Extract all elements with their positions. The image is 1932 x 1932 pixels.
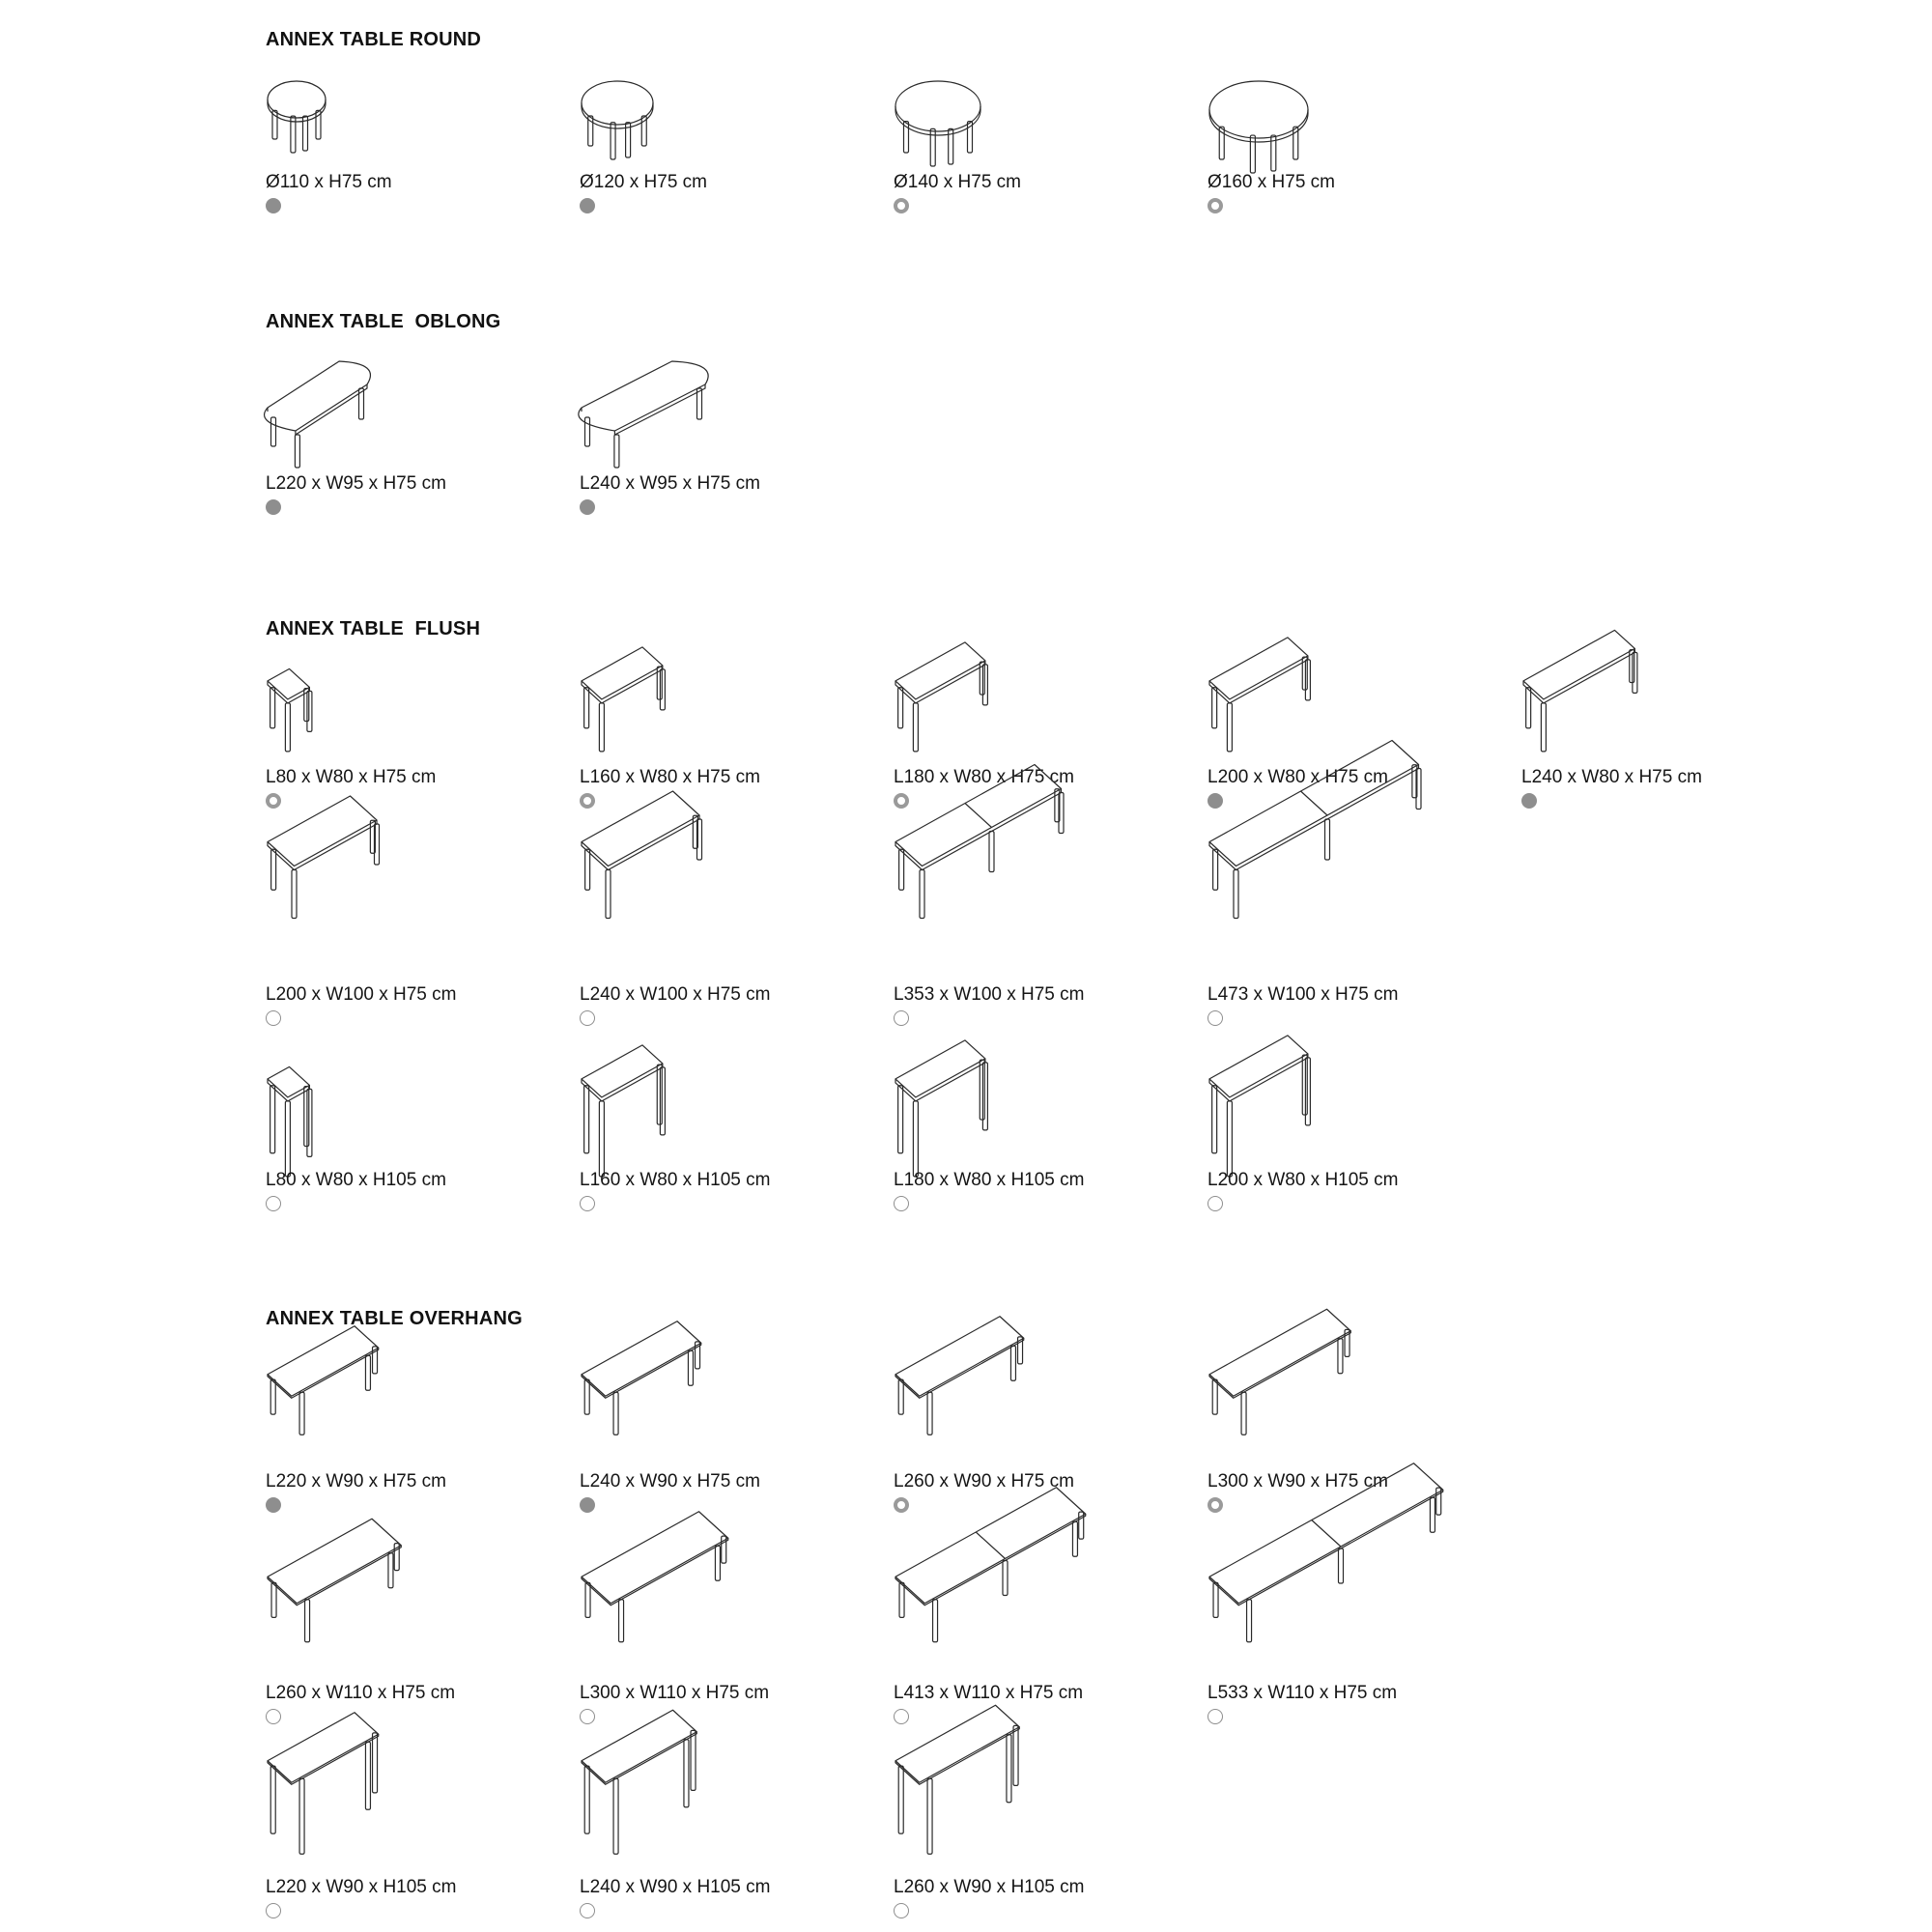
availability-empty-marker <box>266 1709 281 1724</box>
dimension-label: L200 x W100 x H75 cm <box>266 984 457 1005</box>
availability-ring-marker <box>1208 1497 1223 1513</box>
table-drawing-overhang <box>894 1343 1183 1463</box>
table-option <box>266 808 555 1005</box>
availability-ring-marker <box>894 793 909 809</box>
table-drawing-round <box>894 77 1183 164</box>
table-drawing-overhang <box>266 1343 555 1463</box>
dimension-label: L180 x W80 x H75 cm <box>894 767 1074 787</box>
table-option <box>894 1540 1183 1703</box>
dimension-label: L473 x W100 x H75 cm <box>1208 984 1399 1005</box>
availability-empty-marker <box>894 1196 909 1211</box>
availability-empty-marker <box>580 1196 595 1211</box>
availability-filled-marker <box>1521 793 1537 809</box>
dimension-label: L413 x W110 x H75 cm <box>894 1683 1084 1703</box>
table-option <box>580 1729 869 1897</box>
table-drawing-oblong <box>580 359 869 466</box>
table-drawing-flush <box>894 653 1183 759</box>
availability-empty-marker <box>894 1010 909 1026</box>
table-drawing-overhang-double <box>894 1540 1183 1675</box>
dimension-label: L80 x W80 x H75 cm <box>266 767 437 787</box>
availability-empty-marker <box>1208 1010 1223 1026</box>
table-option <box>266 359 555 495</box>
table-option <box>894 1729 1183 1897</box>
availability-empty-marker <box>266 1903 281 1918</box>
table-drawing-overhang-high <box>894 1729 1183 1869</box>
dimension-label: Ø110 x H75 cm <box>266 172 392 192</box>
table-option <box>266 653 555 788</box>
dimension-label: L80 x W80 x H105 cm <box>266 1170 446 1190</box>
table-drawing-flush-double <box>1208 808 1497 977</box>
dimension-label: L300 x W110 x H75 cm <box>580 1683 770 1703</box>
table-drawing-overhang <box>580 1343 869 1463</box>
dimension-label: L240 x W100 x H75 cm <box>580 984 771 1005</box>
availability-filled-marker <box>580 1497 595 1513</box>
table-drawing-flush-double <box>894 808 1183 977</box>
section-title: ANNEX TABLE OVERHANG <box>266 1308 523 1329</box>
availability-empty-marker <box>1208 1196 1223 1211</box>
table-option <box>580 77 869 213</box>
table-option <box>266 1540 555 1703</box>
dimension-label: L160 x W80 x H75 cm <box>580 767 760 787</box>
availability-ring-marker <box>1208 198 1223 213</box>
availability-ring-marker <box>580 793 595 809</box>
table-drawing-flush <box>580 808 869 977</box>
availability-empty-marker <box>266 1010 281 1026</box>
table-drawing-overhang <box>266 1540 555 1675</box>
section-title: ANNEX TABLE FLUSH <box>266 618 481 639</box>
dimension-label: L200 x W80 x H105 cm <box>1208 1170 1399 1190</box>
dimension-label: L240 x W95 x H75 cm <box>580 473 760 494</box>
availability-filled-marker <box>266 198 281 213</box>
table-option <box>1208 808 1497 1005</box>
table-drawing-oblong <box>266 359 555 466</box>
table-option <box>1208 653 1497 788</box>
dimension-label: Ø140 x H75 cm <box>894 172 1021 192</box>
table-option <box>580 1540 869 1703</box>
table-option <box>580 1051 869 1190</box>
table-option <box>894 1051 1183 1190</box>
availability-empty-marker <box>580 1709 595 1724</box>
dimension-label: L200 x W80 x H75 cm <box>1208 767 1388 787</box>
dimension-label: L220 x W90 x H105 cm <box>266 1877 457 1897</box>
dimension-label: L533 x W110 x H75 cm <box>1208 1683 1398 1703</box>
table-option <box>580 808 869 1005</box>
dimension-label: Ø120 x H75 cm <box>580 172 707 192</box>
table-drawing-flush <box>266 808 555 977</box>
availability-empty-marker <box>580 1903 595 1918</box>
table-drawing-overhang <box>1208 1343 1497 1463</box>
table-drawing-overhang-high <box>266 1729 555 1869</box>
dimension-label: L180 x W80 x H105 cm <box>894 1170 1085 1190</box>
table-drawing-flush <box>1208 653 1497 759</box>
availability-empty-marker <box>266 1196 281 1211</box>
table-option <box>894 808 1183 1005</box>
table-option <box>266 1051 555 1190</box>
dimension-label: L240 x W90 x H75 cm <box>580 1471 760 1492</box>
table-drawing-flush <box>1521 653 1811 759</box>
table-drawing-flush-high <box>894 1051 1183 1162</box>
table-option <box>580 359 869 495</box>
availability-ring-marker <box>894 1497 909 1513</box>
dimension-label: L260 x W110 x H75 cm <box>266 1683 456 1703</box>
table-option <box>1208 1343 1497 1492</box>
availability-empty-marker <box>580 1010 595 1026</box>
dimension-label: L160 x W80 x H105 cm <box>580 1170 771 1190</box>
table-option <box>580 1343 869 1492</box>
table-drawing-overhang <box>580 1540 869 1675</box>
availability-filled-marker <box>266 499 281 515</box>
dimension-label: L260 x W90 x H75 cm <box>894 1471 1074 1492</box>
availability-empty-marker <box>1208 1709 1223 1724</box>
table-option <box>1208 1540 1497 1703</box>
table-option <box>1521 653 1811 788</box>
availability-ring-marker <box>894 198 909 213</box>
table-drawing-flush-high <box>266 1051 555 1162</box>
availability-filled-marker <box>580 198 595 213</box>
table-option <box>266 77 555 213</box>
table-option <box>1208 1051 1497 1190</box>
availability-empty-marker <box>894 1709 909 1724</box>
table-option <box>894 1343 1183 1492</box>
dimension-label: L240 x W80 x H75 cm <box>1521 767 1702 787</box>
availability-ring-marker <box>266 793 281 809</box>
availability-filled-marker <box>266 1497 281 1513</box>
dimension-label: L220 x W95 x H75 cm <box>266 473 446 494</box>
table-option <box>580 653 869 788</box>
dimension-label: L300 x W90 x H75 cm <box>1208 1471 1388 1492</box>
table-drawing-round <box>580 77 869 164</box>
table-drawing-flush-high <box>1208 1051 1497 1162</box>
table-option <box>266 1343 555 1492</box>
section-title: ANNEX TABLE OBLONG <box>266 311 501 332</box>
table-drawing-flush <box>266 653 555 759</box>
availability-empty-marker <box>894 1903 909 1918</box>
table-option <box>1208 77 1497 213</box>
section-title: ANNEX TABLE ROUND <box>266 29 482 50</box>
table-drawing-flush <box>580 653 869 759</box>
table-option <box>266 1729 555 1897</box>
table-drawing-round <box>266 77 555 164</box>
dimension-label: Ø160 x H75 cm <box>1208 172 1335 192</box>
dimension-label: L260 x W90 x H105 cm <box>894 1877 1085 1897</box>
dimension-label: L220 x W90 x H75 cm <box>266 1471 446 1492</box>
dimension-label: L240 x W90 x H105 cm <box>580 1877 771 1897</box>
table-drawing-round <box>1208 77 1497 164</box>
table-drawing-overhang-double <box>1208 1540 1497 1675</box>
table-drawing-overhang-high <box>580 1729 869 1869</box>
availability-filled-marker <box>1208 793 1223 809</box>
availability-filled-marker <box>580 499 595 515</box>
dimension-label: L353 x W100 x H75 cm <box>894 984 1085 1005</box>
table-drawing-flush-high <box>580 1051 869 1162</box>
table-option <box>894 77 1183 213</box>
